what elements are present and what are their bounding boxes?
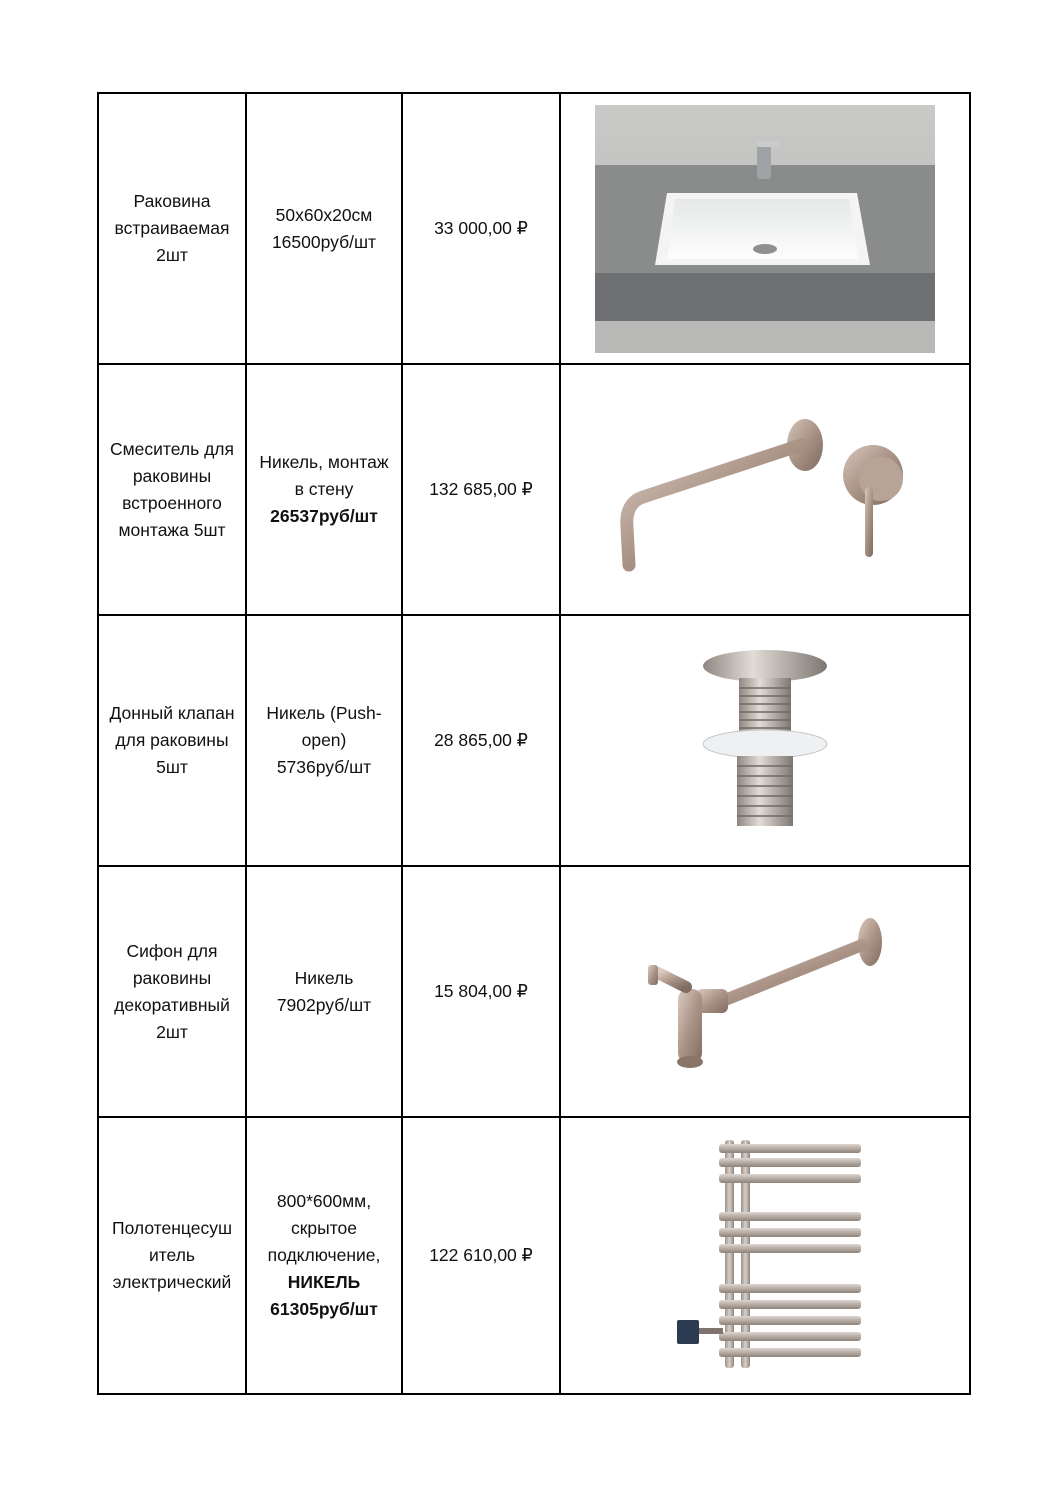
item-image-cell	[560, 93, 970, 364]
item-name-cell	[98, 93, 246, 364]
drain-valve-photo	[695, 646, 835, 836]
item-spec-line: Никель (Push-	[266, 703, 382, 723]
item-name-line: Смеситель для	[110, 438, 234, 459]
faucet-photo	[605, 405, 925, 575]
item-price-cell	[402, 93, 560, 364]
item-price-cell	[402, 866, 560, 1117]
item-name-line: 5шт	[156, 757, 188, 777]
item-spec-line: Никель, монтаж	[259, 452, 389, 472]
item-name-line: для раковины	[115, 730, 229, 750]
item-spec-line: НИКЕЛЬ	[287, 1272, 361, 1292]
item-spec-cell	[246, 866, 402, 1117]
item-name-line: 2шт	[156, 1021, 188, 1042]
item-name-line: 2шт	[156, 245, 188, 265]
table-row	[98, 364, 970, 615]
item-name-line: Полотенцесуш	[112, 1218, 232, 1238]
sink-photo	[595, 105, 935, 353]
table-row	[98, 93, 970, 364]
item-price: 122 610,00 ₽	[429, 1245, 533, 1265]
item-spec-cell	[246, 364, 402, 615]
item-spec-cell	[246, 615, 402, 866]
item-price: 132 685,00 ₽	[429, 479, 533, 499]
table-row	[98, 866, 970, 1117]
item-name-line: итель	[148, 1245, 196, 1265]
item-price: 15 804,00 ₽	[434, 981, 528, 1001]
item-name-line: Сифон для	[126, 940, 218, 961]
siphon-photo	[600, 907, 930, 1077]
item-spec-line: 50х60х20см	[275, 204, 373, 225]
item-spec-line: 26537руб/шт	[270, 506, 378, 526]
item-name-cell	[98, 615, 246, 866]
item-name-line: монтажа 5шт	[118, 519, 226, 540]
item-image-cell	[560, 1117, 970, 1394]
item-name-line: декоративный	[114, 994, 230, 1015]
item-name-line: встроенного	[122, 492, 222, 513]
item-price: 33 000,00 ₽	[434, 218, 528, 238]
item-spec-cell	[246, 1117, 402, 1394]
towel-warmer-photo	[665, 1136, 865, 1376]
item-spec-cell	[246, 93, 402, 364]
item-image-cell	[560, 364, 970, 615]
item-spec-line: скрытое	[290, 1218, 357, 1238]
item-price-cell	[402, 364, 560, 615]
item-spec-line: 5736руб/шт	[276, 757, 372, 777]
item-spec-line: 16500руб/шт	[271, 231, 377, 252]
item-name-line: встраиваемая	[114, 218, 230, 238]
item-name-line: раковины	[132, 967, 212, 988]
item-price-cell	[402, 615, 560, 866]
item-spec-line: Никель	[294, 967, 354, 988]
item-spec-line: 7902руб/шт	[276, 994, 372, 1015]
item-price-cell	[402, 1117, 560, 1394]
product-table	[97, 92, 971, 1395]
item-spec-line: подключение,	[267, 1245, 381, 1265]
item-image-cell	[560, 866, 970, 1117]
item-spec-line: в стену	[294, 479, 354, 499]
item-spec-line: 61305руб/шт	[270, 1299, 378, 1319]
item-name-cell	[98, 866, 246, 1117]
item-name-line: Донный клапан	[109, 703, 235, 723]
item-spec-line: 800*600мм,	[276, 1191, 372, 1211]
item-name-cell	[98, 1117, 246, 1394]
item-name-cell	[98, 364, 246, 615]
item-name-line: электрический	[112, 1272, 232, 1292]
table-row	[98, 1117, 970, 1394]
item-image-cell	[560, 615, 970, 866]
item-price: 28 865,00 ₽	[434, 730, 528, 750]
item-name-line: раковины	[132, 465, 212, 486]
item-spec-line: open)	[301, 730, 347, 750]
item-name-line: Раковина	[133, 191, 211, 211]
table-row	[98, 615, 970, 866]
